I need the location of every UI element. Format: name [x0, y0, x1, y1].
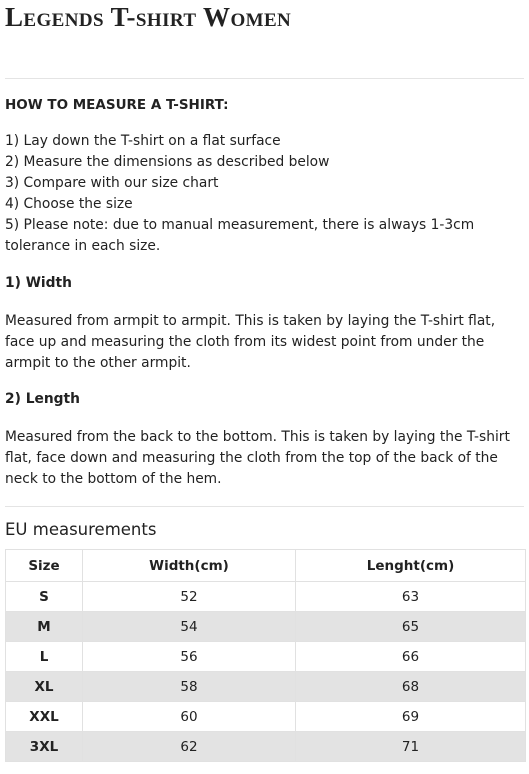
width-cell: 52	[83, 582, 296, 612]
divider	[5, 78, 524, 79]
table-row	[6, 642, 526, 672]
size-cell: L	[6, 642, 83, 672]
length-line: neck to the bottom of the hem.	[5, 471, 222, 487]
table-row	[6, 732, 526, 762]
width-cell: 54	[83, 612, 296, 642]
length-cell: 65	[296, 612, 526, 642]
width-line: face up and measuring the cloth from its widest point from under the	[5, 334, 485, 350]
how-to-heading: HOW TO MEASURE A T-SHIRT:	[5, 97, 229, 113]
width-heading: 1) Width	[5, 275, 72, 291]
length-cell: 68	[296, 672, 526, 702]
width-cell: 56	[83, 642, 296, 672]
how-to-steps	[5, 131, 474, 257]
width-line: Measured from armpit to armpit. This is taken by laying the T-shirt flat,	[5, 313, 496, 329]
step-item: 4) Choose the size	[5, 196, 133, 212]
step-item: tolerance in each size.	[5, 238, 161, 254]
length-cell: 66	[296, 642, 526, 672]
eu-measurements-title: EU measurements	[5, 520, 157, 539]
size-cell: S	[6, 582, 83, 612]
table-row	[6, 612, 526, 642]
divider	[5, 506, 524, 507]
table-header-row	[6, 550, 526, 582]
length-cell: 71	[296, 732, 526, 762]
width-cell: 58	[83, 672, 296, 702]
table-row	[6, 702, 526, 732]
size-cell: XXL	[6, 702, 83, 732]
page-title: Legends T-shirt Women	[5, 2, 292, 32]
size-cell: XL	[6, 672, 83, 702]
step-item: 5) Please note: due to manual measurement, there is always 1-3cm	[5, 217, 475, 233]
table-row	[6, 582, 526, 612]
column-header-width: Width(cm)	[83, 550, 296, 582]
width-line: armpit to the other armpit.	[5, 355, 191, 371]
length-heading: 2) Length	[5, 391, 80, 407]
length-line: flat, face down and measuring the cloth from the top of the back of the	[5, 450, 498, 466]
step-item: 3) Compare with our size chart	[5, 175, 219, 191]
size-chart-table	[5, 549, 526, 762]
length-cell: 69	[296, 702, 526, 732]
step-item: 2) Measure the dimensions as described below	[5, 154, 330, 170]
size-cell: M	[6, 612, 83, 642]
width-cell: 62	[83, 732, 296, 762]
width-cell: 60	[83, 702, 296, 732]
step-item: 1) Lay down the T-shirt on a flat surface	[5, 133, 281, 149]
size-cell: 3XL	[6, 732, 83, 762]
length-description	[5, 427, 525, 490]
column-header-length: Lenght(cm)	[296, 550, 526, 582]
length-line: Measured from the back to the bottom. This is taken by laying the T-shirt	[5, 429, 510, 445]
table-row	[6, 672, 526, 702]
column-header-size: Size	[6, 550, 83, 582]
length-cell: 63	[296, 582, 526, 612]
width-description	[5, 311, 525, 374]
